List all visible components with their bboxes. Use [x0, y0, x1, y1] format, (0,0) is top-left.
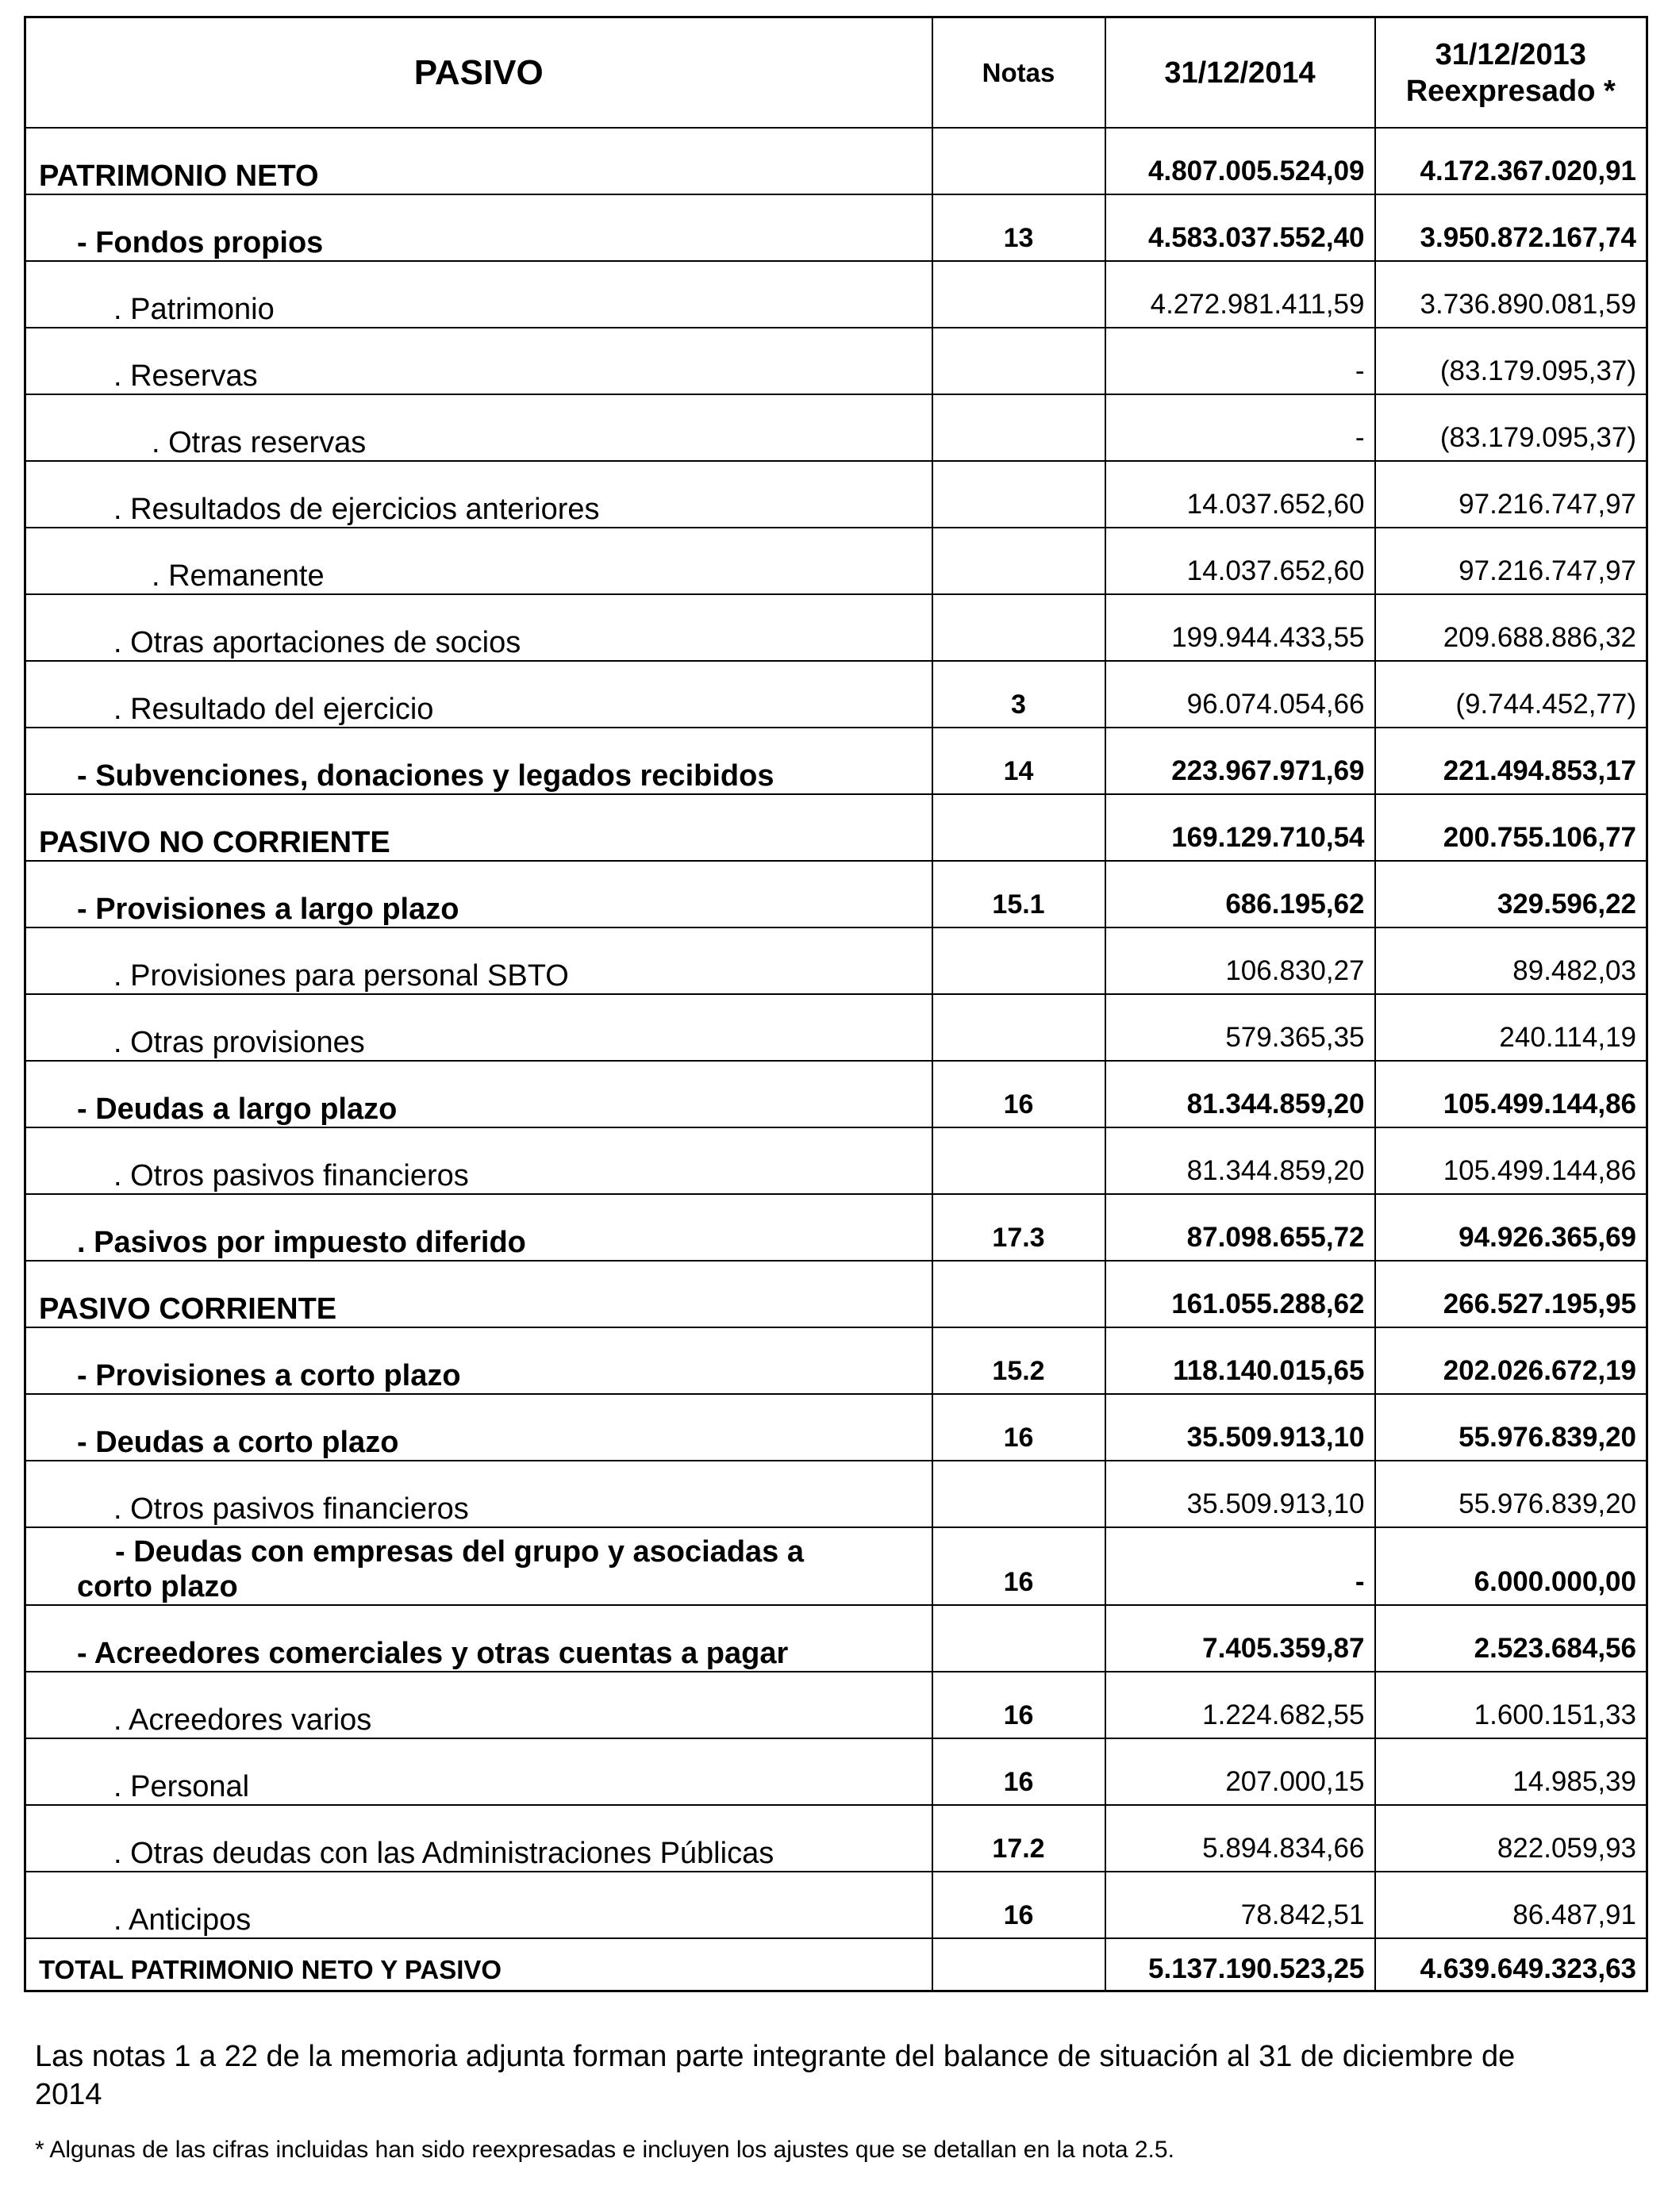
- row-value-2013: 3.736.890.081,59: [1375, 261, 1647, 328]
- row-value-2014: 223.967.971,69: [1105, 728, 1375, 794]
- row-value-2013: 209.688.886,32: [1375, 594, 1647, 661]
- row-value-2013: 105.499.144,86: [1375, 1127, 1647, 1194]
- row-value-2014: -: [1105, 394, 1375, 461]
- table-row: [25, 1194, 1647, 1261]
- row-nota: 3: [932, 661, 1105, 728]
- row-value-2013: 221.494.853,17: [1375, 728, 1647, 794]
- row-value-2013: 1.600.151,33: [1375, 1672, 1647, 1738]
- row-nota: [932, 1127, 1105, 1194]
- row-value-2014: -: [1105, 1527, 1375, 1605]
- table-row: [25, 461, 1647, 528]
- row-label-line1: - Deudas con empresas del grupo y asociadas a: [115, 1535, 804, 1569]
- row-value-2014: 4.272.981.411,59: [1105, 261, 1375, 328]
- row-value-2013: 266.527.195,95: [1375, 1261, 1647, 1327]
- row-value-2013: 14.985,39: [1375, 1738, 1647, 1805]
- table-row: [25, 1127, 1647, 1194]
- row-value-2013: (83.179.095,37): [1375, 328, 1647, 394]
- row-nota: [932, 794, 1105, 861]
- row-label: . Patrimonio: [25, 261, 932, 328]
- table-row: [25, 328, 1647, 394]
- row-nota: [932, 927, 1105, 994]
- row-value-2013: 6.000.000,00: [1375, 1527, 1647, 1605]
- row-value-2014: 14.037.652,60: [1105, 461, 1375, 528]
- row-label: . Resultado del ejercicio: [25, 661, 932, 728]
- row-value-2013: 240.114,19: [1375, 994, 1647, 1061]
- row-value-2013: 94.926.365,69: [1375, 1194, 1647, 1261]
- row-value-2013: (83.179.095,37): [1375, 394, 1647, 461]
- row-value-2014: 5.894.834,66: [1105, 1805, 1375, 1872]
- row-value-2014: 4.807.005.524,09: [1105, 128, 1375, 194]
- row-value-2013: (9.744.452,77): [1375, 661, 1647, 728]
- row-nota: [932, 594, 1105, 661]
- row-value-2014: -: [1105, 328, 1375, 394]
- row-nota: 16: [932, 1527, 1105, 1605]
- row-value-2013: 822.059,93: [1375, 1805, 1647, 1872]
- row-value-2014: 161.055.288,62: [1105, 1261, 1375, 1327]
- row-nota: [932, 394, 1105, 461]
- row-value-2014: 81.344.859,20: [1105, 1127, 1375, 1194]
- row-value-2013: 4.639.649.323,63: [1375, 1938, 1647, 1991]
- table-row: [25, 1461, 1647, 1527]
- row-value-2014: 207.000,15: [1105, 1738, 1375, 1805]
- row-nota: 14: [932, 728, 1105, 794]
- row-nota: 16: [932, 1672, 1105, 1738]
- row-value-2014: 35.509.913,10: [1105, 1461, 1375, 1527]
- row-label: . Remanente: [25, 528, 932, 594]
- row-value-2014: 78.842,51: [1105, 1872, 1375, 1938]
- header-pasivo: PASIVO: [25, 17, 932, 129]
- table-row: [25, 1061, 1647, 1127]
- table-header-row: [25, 17, 1647, 129]
- row-label: - Provisiones a largo plazo: [25, 861, 932, 927]
- header-notas: Notas: [932, 17, 1105, 129]
- row-label: - Deudas a corto plazo: [25, 1394, 932, 1461]
- table-row: [25, 128, 1647, 194]
- row-label: . Reservas: [25, 328, 932, 394]
- row-nota: 13: [932, 194, 1105, 261]
- table-row: [25, 1394, 1647, 1461]
- row-nota: 16: [932, 1061, 1105, 1127]
- row-nota: 17.2: [932, 1805, 1105, 1872]
- row-value-2013: 3.950.872.167,74: [1375, 194, 1647, 261]
- row-label: . Anticipos: [25, 1872, 932, 1938]
- row-value-2014: 579.365,35: [1105, 994, 1375, 1061]
- row-nota: 16: [932, 1738, 1105, 1805]
- row-label: . Otras provisiones: [25, 994, 932, 1061]
- row-nota: [932, 461, 1105, 528]
- table-row: [25, 1605, 1647, 1672]
- table-row: [25, 1872, 1647, 1938]
- row-value-2014: 169.129.710,54: [1105, 794, 1375, 861]
- row-label: - Subvenciones, donaciones y legados recibidos: [25, 728, 932, 794]
- table-row: [25, 794, 1647, 861]
- row-value-2013: 202.026.672,19: [1375, 1327, 1647, 1394]
- table-row: [25, 861, 1647, 927]
- row-value-2014: 7.405.359,87: [1105, 1605, 1375, 1672]
- table-row: [25, 661, 1647, 728]
- row-value-2014: 14.037.652,60: [1105, 528, 1375, 594]
- table-body: [25, 128, 1647, 1991]
- liabilities-table: [24, 16, 1648, 1992]
- table-row: [25, 927, 1647, 994]
- row-label: . Otras reservas: [25, 394, 932, 461]
- table-row: [25, 1938, 1647, 1991]
- row-label: . Otros pasivos financieros: [25, 1461, 932, 1527]
- row-value-2013: 97.216.747,97: [1375, 528, 1647, 594]
- row-label: . Otras deudas con las Administraciones Públicas: [25, 1805, 932, 1872]
- table-row: [25, 1327, 1647, 1394]
- row-label: - Acreedores comerciales y otras cuentas a pagar: [25, 1605, 932, 1672]
- row-label: . Acreedores varios: [25, 1672, 932, 1738]
- row-nota: 17.3: [932, 1194, 1105, 1261]
- row-value-2014: 35.509.913,10: [1105, 1394, 1375, 1461]
- header-2013-date: 31/12/2013: [1435, 37, 1586, 71]
- row-label: . Otras aportaciones de socios: [25, 594, 932, 661]
- row-value-2014: 686.195,62: [1105, 861, 1375, 927]
- row-value-2014: 199.944.433,55: [1105, 594, 1375, 661]
- row-nota: [932, 1605, 1105, 1672]
- row-value-2013: 200.755.106,77: [1375, 794, 1647, 861]
- row-nota: [932, 261, 1105, 328]
- row-label: PASIVO NO CORRIENTE: [25, 794, 932, 861]
- row-label: [25, 1527, 932, 1605]
- row-nota: 15.2: [932, 1327, 1105, 1394]
- row-nota: [932, 328, 1105, 394]
- row-nota: 15.1: [932, 861, 1105, 927]
- row-label: . Provisiones para personal SBTO: [25, 927, 932, 994]
- row-nota: [932, 1461, 1105, 1527]
- header-2013-restated: Reexpresado *: [1405, 74, 1616, 108]
- row-nota: [932, 528, 1105, 594]
- row-value-2013: 86.487,91: [1375, 1872, 1647, 1938]
- row-value-2014: 5.137.190.523,25: [1105, 1938, 1375, 1991]
- row-value-2013: 55.976.839,20: [1375, 1461, 1647, 1527]
- table-row: [25, 394, 1647, 461]
- row-label: PASIVO CORRIENTE: [25, 1261, 932, 1327]
- row-label: . Resultados de ejercicios anteriores: [25, 461, 932, 528]
- notes-statement: Las notas 1 a 22 de la memoria adjunta forman parte integrante del balance de situación al 31 de diciembre de 2014: [35, 2040, 1516, 2111]
- row-value-2014: 96.074.054,66: [1105, 661, 1375, 728]
- table-row: [25, 1738, 1647, 1805]
- row-nota: 16: [932, 1394, 1105, 1461]
- row-nota: [932, 128, 1105, 194]
- row-value-2014: 106.830,27: [1105, 927, 1375, 994]
- table-row: [25, 1672, 1647, 1738]
- row-label: - Deudas a largo plazo: [25, 1061, 932, 1127]
- row-nota: [932, 994, 1105, 1061]
- row-value-2014: 81.344.859,20: [1105, 1061, 1375, 1127]
- row-label-line2: corto plazo: [77, 1570, 238, 1603]
- row-label: - Fondos propios: [25, 194, 932, 261]
- table-row: [25, 528, 1647, 594]
- header-2013: [1375, 17, 1647, 129]
- row-nota: [932, 1261, 1105, 1327]
- row-label: . Otros pasivos financieros: [25, 1127, 932, 1194]
- table-row: [25, 994, 1647, 1061]
- table-row: [25, 728, 1647, 794]
- row-value-2013: 97.216.747,97: [1375, 461, 1647, 528]
- table-row: [25, 194, 1647, 261]
- row-value-2013: 329.596,22: [1375, 861, 1647, 927]
- row-value-2013: 4.172.367.020,91: [1375, 128, 1647, 194]
- balance-sheet: [24, 16, 1646, 1992]
- row-nota: 16: [932, 1872, 1105, 1938]
- table-row: [25, 1527, 1647, 1605]
- table-row: [25, 594, 1647, 661]
- row-label: . Personal: [25, 1738, 932, 1805]
- row-label: TOTAL PATRIMONIO NETO Y PASIVO: [25, 1938, 932, 1991]
- table-row: [25, 261, 1647, 328]
- row-value-2014: 1.224.682,55: [1105, 1672, 1375, 1738]
- restatement-footnote: * Algunas de las cifras incluidas han sido reexpresadas e incluyen los ajustes que se detallan en la nota 2.5.: [35, 2137, 1174, 2163]
- row-value-2014: 4.583.037.552,40: [1105, 194, 1375, 261]
- row-nota: [932, 1938, 1105, 1991]
- row-label: . Pasivos por impuesto diferido: [25, 1194, 932, 1261]
- header-2014: 31/12/2014: [1105, 17, 1375, 129]
- table-row: [25, 1805, 1647, 1872]
- row-value-2014: 87.098.655,72: [1105, 1194, 1375, 1261]
- row-value-2013: 105.499.144,86: [1375, 1061, 1647, 1127]
- row-label: - Provisiones a corto plazo: [25, 1327, 932, 1394]
- row-label: PATRIMONIO NETO: [25, 128, 932, 194]
- row-value-2013: 2.523.684,56: [1375, 1605, 1647, 1672]
- row-value-2014: 118.140.015,65: [1105, 1327, 1375, 1394]
- row-value-2013: 89.482,03: [1375, 927, 1647, 994]
- table-row: [25, 1261, 1647, 1327]
- row-value-2013: 55.976.839,20: [1375, 1394, 1647, 1461]
